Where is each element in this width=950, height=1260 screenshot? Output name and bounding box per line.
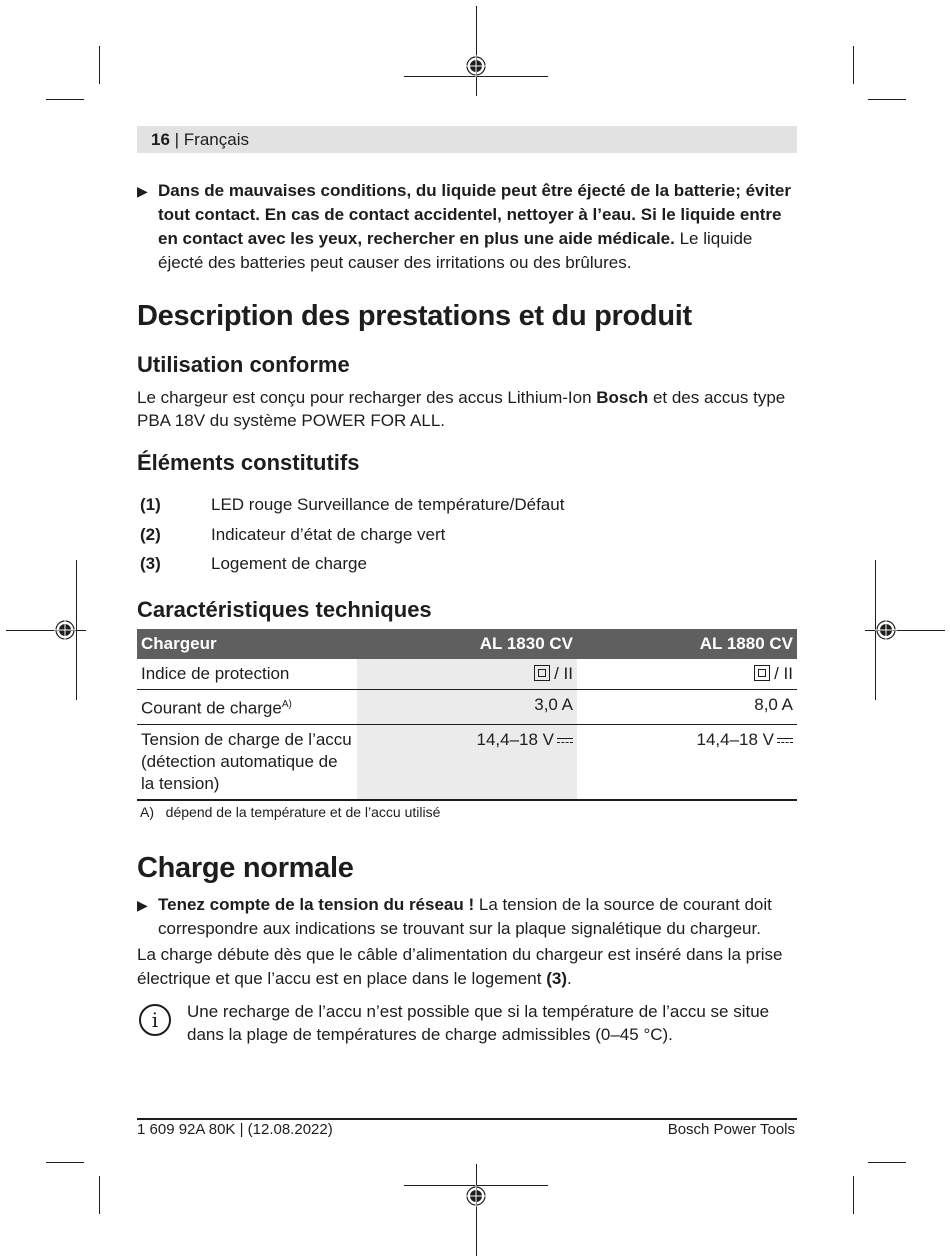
charge-para-text: La charge débute dès que le câble d’alimentation du chargeur est inséré dans la prise électrique et que l’accu est en place dans le logement xyxy=(137,945,783,988)
table-cell xyxy=(357,659,577,690)
crop-mark xyxy=(476,6,477,96)
table-cell xyxy=(137,690,357,725)
charge-para-ref: (3) xyxy=(546,969,567,988)
crop-mark xyxy=(853,1176,854,1214)
page-header xyxy=(151,129,249,150)
component-label: Indicateur d’état de charge vert xyxy=(211,525,446,544)
dc-voltage-icon xyxy=(777,737,793,745)
crop-mark xyxy=(868,99,906,100)
component-number: (2) xyxy=(140,525,161,544)
charge-bullet xyxy=(158,893,798,941)
table-footnote xyxy=(140,803,440,821)
cell-value: 14,4–18 V xyxy=(696,729,774,749)
crop-mark xyxy=(853,46,854,84)
usage-text-after: et des accus type PBA 18V du système POWER FOR ALL. xyxy=(137,388,786,430)
table-cell: Tension de charge de l’accu (détection automatique de la tension) xyxy=(137,724,357,800)
footer-right: Bosch Power Tools xyxy=(667,1121,795,1138)
footnote-mark: A) xyxy=(140,804,154,820)
usage-text-before: Le chargeur est conçu pour recharger des accus Lithium-Ion xyxy=(137,388,597,407)
table-row xyxy=(137,659,797,690)
info-text: Une recharge de l’accu n’est possible que si la température de l’accu se situe dans la plage de températures de charge admissibles (0–45 °C). xyxy=(187,1002,770,1044)
column-header: AL 1880 CV xyxy=(577,629,797,659)
table-cell xyxy=(577,659,797,690)
warning-bold: Dans de mauvaises conditions, du liquide peut être éjecté de la batterie; éviter tout contact. En cas de contact accidentel, nettoyer à l’eau. Si le liquide entre en contact avec les yeux, rechercher en plus une aide médicale. xyxy=(158,181,791,248)
registration-mark-icon xyxy=(875,619,897,641)
page-number: 16 xyxy=(151,130,170,149)
table-cell: Indice de protection xyxy=(137,659,357,690)
warning-normal: Le liquide éjecté des batteries peut causer des irritations ou des brûlures. xyxy=(158,229,753,272)
dc-voltage-icon xyxy=(557,737,573,745)
cell-value: 14,4–18 V xyxy=(476,729,554,749)
crop-mark xyxy=(868,1162,906,1163)
cell-value: / II xyxy=(774,664,793,683)
usage-heading: Utilisation conforme xyxy=(137,352,350,377)
charge-bullet-text: La tension de la source de courant doit correspondre aux indications se trouvant sur la plaque signalétique du chargeur. xyxy=(158,895,772,938)
charge-paragraph xyxy=(137,943,799,991)
crop-mark xyxy=(46,1162,84,1163)
column-header: Chargeur xyxy=(137,629,357,659)
table-row xyxy=(137,690,797,725)
usage-brand: Bosch xyxy=(596,388,649,407)
registration-mark-icon xyxy=(54,619,76,641)
info-icon: i xyxy=(139,1004,171,1036)
protection-class-icon xyxy=(534,665,550,681)
table-row xyxy=(137,724,797,800)
table-cell: 3,0 A xyxy=(357,690,577,725)
registration-mark-icon xyxy=(465,55,487,77)
warning-paragraph xyxy=(158,179,798,275)
cell-value: / II xyxy=(554,664,573,683)
usage-paragraph xyxy=(137,386,799,432)
footer-left: 1 609 92A 80K | (12.08.2022) xyxy=(137,1121,333,1138)
charge-bullet-bold: Tenez compte de la tension du réseau ! xyxy=(158,895,475,914)
table-header-row xyxy=(137,629,797,659)
crop-mark xyxy=(46,99,84,100)
bullet-arrow-icon: ▶ xyxy=(137,897,148,913)
table-cell xyxy=(577,724,797,800)
components-heading: Éléments constitutifs xyxy=(137,450,360,475)
footnote-ref: A) xyxy=(281,699,292,710)
component-number: (1) xyxy=(140,495,161,514)
component-label: Logement de charge xyxy=(211,554,367,573)
header-language: Français xyxy=(183,130,249,149)
footnote-text: dépend de la température et de l’accu utilisé xyxy=(165,804,441,820)
component-label: LED rouge Surveillance de température/Défaut xyxy=(211,495,565,514)
specs-heading: Caractéristiques techniques xyxy=(137,597,432,622)
crop-mark xyxy=(99,46,100,84)
protection-class-icon xyxy=(754,665,770,681)
registration-mark-icon xyxy=(465,1185,487,1207)
cell-label: Courant de charge xyxy=(141,698,282,718)
section-title: Description des prestations et du produit xyxy=(137,300,692,332)
crop-mark xyxy=(476,1164,477,1256)
header-separator: | xyxy=(169,130,184,149)
column-header: AL 1830 CV xyxy=(357,629,577,659)
table-cell xyxy=(357,724,577,800)
charge-heading: Charge normale xyxy=(137,852,354,884)
bullet-arrow-icon: ▶ xyxy=(137,183,148,199)
component-number: (3) xyxy=(140,554,161,573)
specs-table xyxy=(137,629,797,801)
charge-para-end: . xyxy=(567,969,572,988)
table-cell: 8,0 A xyxy=(577,690,797,725)
crop-mark xyxy=(99,1176,100,1214)
